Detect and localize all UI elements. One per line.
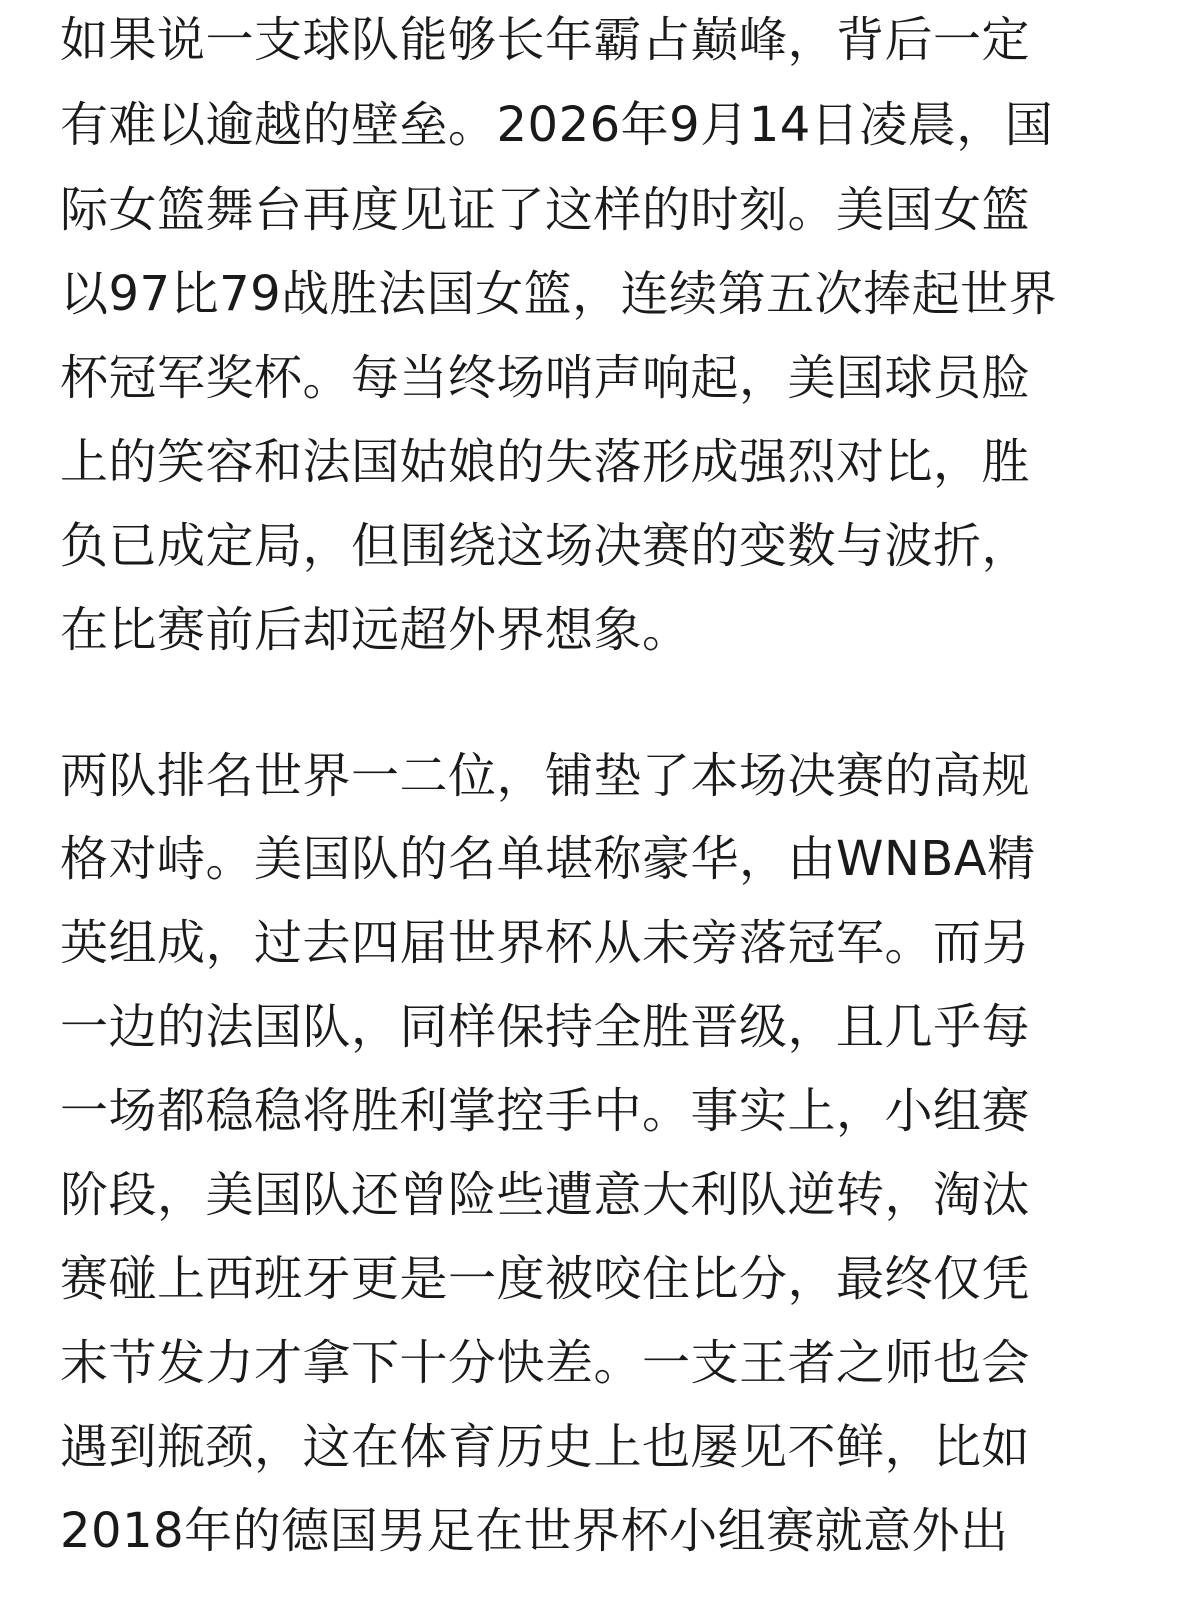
text-line: 一场都稳稳将胜利掌控手中。事实上，小组赛 xyxy=(60,1083,1031,1139)
text-line: 上的笑容和法国姑娘的失落形成强烈对比，胜 xyxy=(60,434,1031,490)
text-line: 格对峙。美国队的名单堪称豪华，由WNBA精 xyxy=(60,831,1036,887)
text-line: 以97比79战胜法国女篮，连续第五次捧起世界 xyxy=(60,266,1058,322)
text-line: 在比赛前后却远超外界想象。 xyxy=(60,602,691,658)
text-line: 英组成，过去四届世界杯从未旁落冠军。而另 xyxy=(60,915,1031,971)
text-line: 阶段，美国队还曾险些遭意大利队逆转，淘汰 xyxy=(60,1167,1031,1223)
text-line: 负已成定局，但围绕这场决赛的变数与波折， xyxy=(60,518,1031,574)
text-line: 赛碰上西班牙更是一度被咬住比分，最终仅凭 xyxy=(60,1251,1031,1307)
text-line: 如果说一支球队能够长年霸占巅峰，背后一定 xyxy=(60,12,1031,68)
text-line: 末节发力才拿下十分快差。一支王者之师也会 xyxy=(60,1335,1031,1391)
text-line: 有难以逾越的壁垒。2026年9月14日凌晨，国 xyxy=(60,97,1054,153)
text-line: 2018年的德国男足在世界杯小组赛就意外出 xyxy=(60,1503,1009,1559)
text-line: 遇到瓶颈，这在体育历史上也屡见不鲜，比如 xyxy=(60,1419,1031,1475)
text-line: 际女篮舞台再度见证了这样的时刻。美国女篮 xyxy=(60,182,1031,238)
text-line: 两队排名世界一二位，铺垫了本场决赛的高规 xyxy=(60,748,1031,804)
text-line: 杯冠军奖杯。每当终场哨声响起，美国球员脸 xyxy=(60,350,1031,406)
text-line: 一边的法国队，同样保持全胜晋级，且几乎每 xyxy=(60,999,1031,1055)
